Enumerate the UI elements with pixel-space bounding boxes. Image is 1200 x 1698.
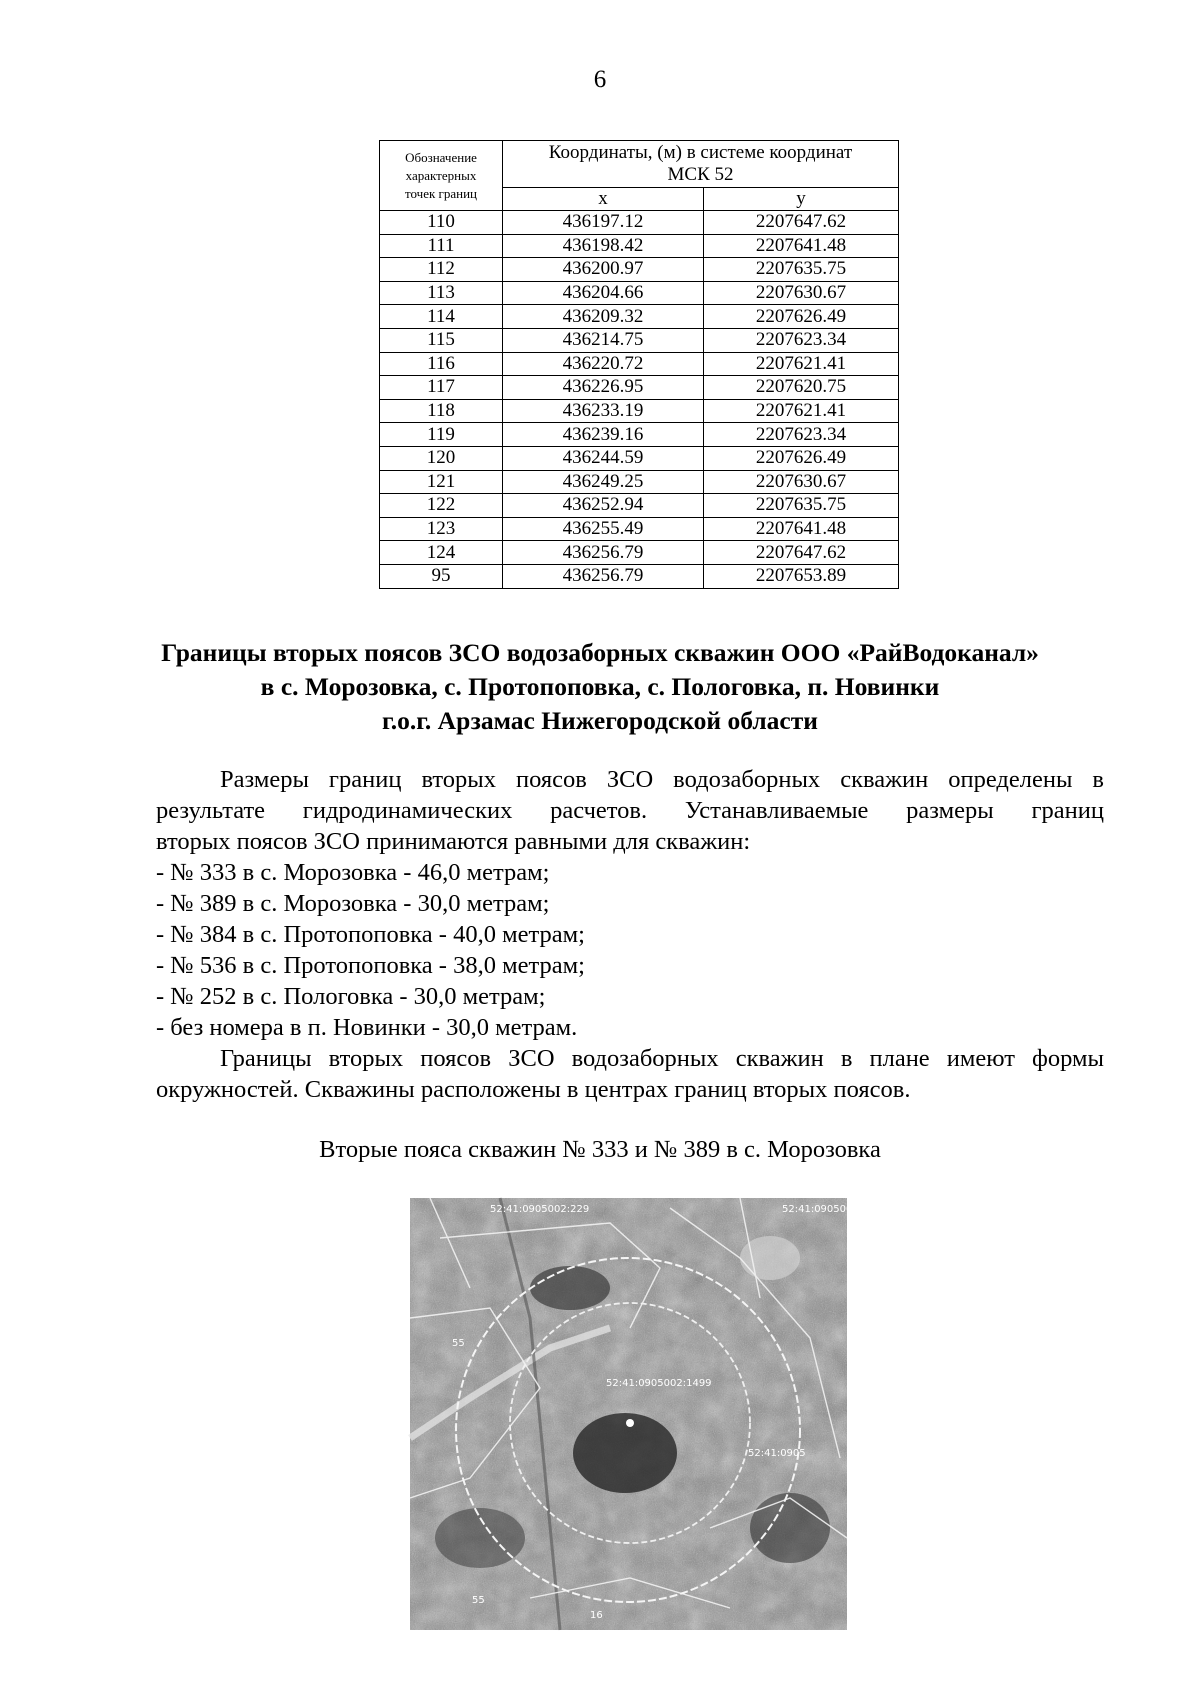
heading-line: Границы вторых поясов ЗСО водозаборных скважин ООО «РайВодоканал» bbox=[161, 638, 1039, 667]
table-row: 114 436209.32 2207626.49 bbox=[380, 305, 899, 329]
table-row: 111 436198.42 2207641.48 bbox=[380, 234, 899, 258]
table-row: 112 436200.97 2207635.75 bbox=[380, 258, 899, 282]
table-row: 113 436204.66 2207630.67 bbox=[380, 281, 899, 305]
paragraph-line: окружностей. Скважины расположены в центрах границ вторых поясов. bbox=[156, 1076, 911, 1103]
table-row: 121 436249.25 2207630.67 bbox=[380, 470, 899, 494]
list-item: - № 252 в с. Пологовка - 30,0 метрам; bbox=[156, 983, 546, 1010]
paragraph-line: Размеры границ вторых поясов ЗСО водозаборных скважин определены в bbox=[220, 766, 1104, 793]
table-row: 117 436226.95 2207620.75 bbox=[380, 376, 899, 400]
table-row: 122 436252.94 2207635.75 bbox=[380, 494, 899, 518]
paragraph-line: вторых поясов ЗСО принимаются равными для скважин: bbox=[156, 828, 751, 855]
table-row: 118 436233.19 2207621.41 bbox=[380, 399, 899, 423]
header-coordinates: Координаты, (м) в системе координат МСК 52 bbox=[503, 141, 899, 188]
map-label-parcel: 52:41:0905002:1499 bbox=[606, 1378, 712, 1389]
table-row: 119 436239.16 2207623.34 bbox=[380, 423, 899, 447]
list-item: - № 333 в с. Морозовка - 46,0 метрам; bbox=[156, 859, 550, 886]
table-row: 123 436255.49 2207641.48 bbox=[380, 517, 899, 541]
paragraph-line: результате гидродинамических расчетов. Устанавливаемые размеры границ bbox=[156, 797, 1104, 824]
list-item: - № 389 в с. Морозовка - 30,0 метрам; bbox=[156, 890, 550, 917]
table-row: 110 436197.12 2207647.62 bbox=[380, 211, 899, 235]
map-graphic bbox=[410, 1198, 859, 1630]
table-row: 115 436214.75 2207623.34 bbox=[380, 328, 899, 352]
table-row: 95 436256.79 2207653.89 bbox=[380, 564, 899, 588]
map-label-number: 55 bbox=[452, 1338, 465, 1349]
header-x: x bbox=[503, 188, 704, 211]
map-label-number: 55 bbox=[472, 1595, 485, 1606]
coordinates-table bbox=[379, 140, 899, 589]
map-label-parcel: 52:41:0905002:229 bbox=[490, 1204, 590, 1215]
heading-line: г.о.г. Арзамас Нижегородской области bbox=[382, 706, 818, 735]
aerial-map-image bbox=[410, 1198, 859, 1630]
map-label-number: 16 bbox=[590, 1610, 603, 1621]
list-item: - № 536 в с. Протопоповка - 38,0 метрам; bbox=[156, 952, 585, 979]
figure-caption: Вторые пояса скважин № 333 и № 389 в с. Морозовка bbox=[319, 1136, 881, 1163]
header-point-designation: Обозначение характерных точек границ bbox=[380, 141, 503, 211]
list-item: - № 384 в с. Протопоповка - 40,0 метрам; bbox=[156, 921, 585, 948]
table-row: 120 436244.59 2207626.49 bbox=[380, 446, 899, 470]
table-row: 124 436256.79 2207647.62 bbox=[380, 541, 899, 565]
paragraph-line: Границы вторых поясов ЗСО водозаборных скважин в плане имеют формы bbox=[220, 1045, 1104, 1072]
header-y: y bbox=[704, 188, 899, 211]
section-heading bbox=[120, 636, 1080, 738]
page-number: 6 bbox=[593, 66, 607, 93]
map-label-parcel: 52:41:0905002 bbox=[782, 1204, 859, 1215]
body-text bbox=[156, 764, 1104, 1105]
map-label-parcel: 52:41:0905 bbox=[748, 1448, 806, 1459]
list-item: - без номера в п. Новинки - 30,0 метрам. bbox=[156, 1014, 578, 1041]
heading-line: в с. Морозовка, с. Протопоповка, с. Пологовка, п. Новинки bbox=[260, 672, 940, 701]
table-row: 116 436220.72 2207621.41 bbox=[380, 352, 899, 376]
